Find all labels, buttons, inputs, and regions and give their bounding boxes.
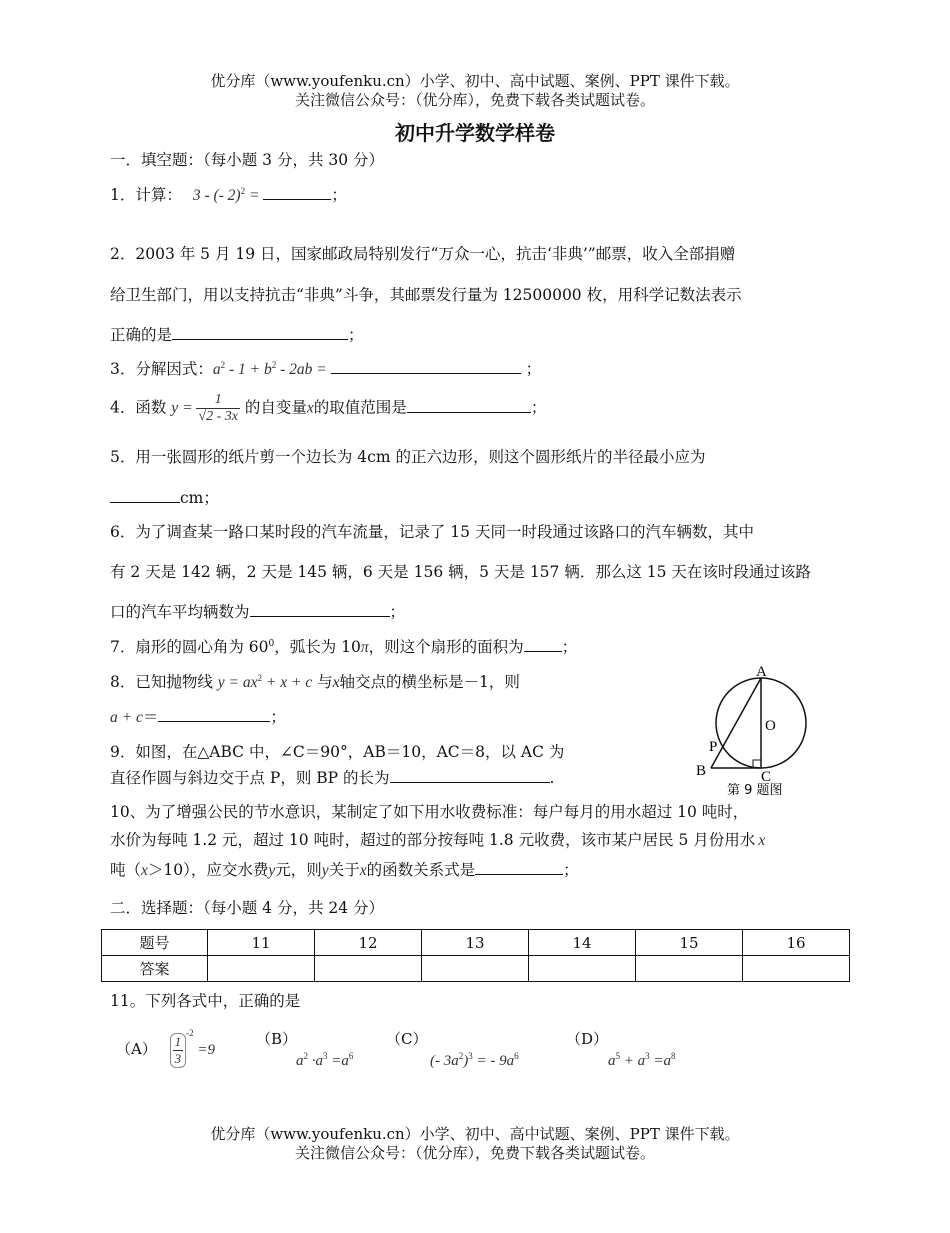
q7-text-b: ，弧长为 10 (274, 638, 361, 656)
option-d (566, 1028, 676, 1070)
option-c-e2: 3 (468, 1051, 473, 1061)
q6-text: 口的汽车平均辆数为 (110, 603, 250, 621)
option-d-e3: 8 (671, 1051, 676, 1061)
question-6-line-1: 6．为了调查某一路口某时段的汽车流量，记录了 15 天同一时段通过该路口的汽车辆数，其中 (110, 523, 754, 541)
q8-answer-blank[interactable] (158, 707, 270, 722)
option-a-numerator: 1 (174, 1033, 182, 1049)
footer-line-2: 关注微信公众号：（优分库），免费下载各类试题试卷。 (294, 1144, 655, 1162)
q4-end: ； (530, 398, 547, 417)
option-b-e3: 6 (348, 1051, 354, 1061)
q9-figure (690, 660, 810, 800)
q4-denominator: √2 - 3x (198, 409, 238, 424)
q1-prefix: 1．计算： (110, 186, 182, 204)
q8-text-b: 与 (312, 673, 333, 691)
option-d-eq: =a (649, 1053, 671, 1069)
question-11: 11。下列各式中，正确的是 (110, 992, 301, 1010)
option-d-e2: 3 (645, 1051, 650, 1061)
table-answer-label: 答案 (102, 956, 208, 982)
header-line-2: 关注微信公众号：（优分库），免费下载各类试题试卷。 (294, 91, 655, 109)
q7-answer-blank[interactable] (524, 637, 562, 652)
question-2-line-2: 给卫生部门，用以支持抗击“非典”斗争，其邮票发行量为 12500000 枚，用科学记数法表示 (110, 286, 742, 304)
q8-expr2: + x + c (262, 674, 313, 691)
q4-fraction (196, 392, 240, 425)
option-b (256, 1028, 353, 1070)
footer-line-1: 优分库（www.youfenku.cn）小学、初中、高中试题、案例、PPT 课件下载。 (210, 1125, 740, 1143)
q4-prefix: 4．函数 (110, 398, 172, 417)
q3-ab: ab (296, 361, 313, 378)
question-5-line-2 (110, 486, 219, 508)
q3-mid2: - 2 (276, 361, 297, 378)
table-header-cell: 16 (743, 930, 850, 956)
q3-end: ； (520, 360, 542, 378)
option-c-math (430, 1051, 519, 1070)
question-9-line-1: 9．如图，在△ABC 中，∠C＝90°，AB＝10，AC＝8，以 AC 为 (110, 743, 565, 761)
q8-end: ； (270, 708, 286, 726)
q4-mid: 的自变量 (239, 398, 307, 417)
q1-expr: 3 - (- 2) (192, 187, 241, 204)
q10-text-d: 关于 (328, 861, 360, 879)
question-10-line-2 (110, 828, 765, 850)
q1-answer-blank[interactable] (263, 185, 331, 200)
q8-equals: ＝ (142, 708, 159, 726)
question-9-line-2 (110, 766, 554, 788)
page-title: 初中升学数学样卷 (395, 121, 555, 145)
q2-end: ； (348, 326, 364, 344)
answer-cell-13[interactable] (422, 956, 529, 982)
q3-answer-blank[interactable] (331, 359, 521, 374)
q7-text-c: ，则这个扇形的面积为 (368, 638, 524, 656)
option-d-a: a (608, 1053, 616, 1069)
q4-numerator: 1 (196, 392, 240, 409)
q1-exponent: 2 (240, 185, 246, 196)
option-c-base: (- 3a (430, 1053, 459, 1069)
q1-end: ； (331, 186, 347, 204)
answer-table-header-row (102, 930, 850, 956)
q5-answer-blank[interactable] (110, 488, 180, 503)
question-3 (110, 357, 541, 379)
q4-tail: 的取值范围是 (313, 398, 407, 417)
answer-cell-12[interactable] (315, 956, 422, 982)
question-7 (110, 635, 577, 657)
q8-exponent: 2 (257, 672, 263, 683)
option-c-close: ) (463, 1053, 469, 1069)
answer-cell-11[interactable] (208, 956, 315, 982)
q1-equals: = (245, 187, 264, 204)
q10-text-e: 的函数关系式是 (366, 861, 476, 879)
answer-cell-14[interactable] (529, 956, 636, 982)
answer-cell-16[interactable] (743, 956, 850, 982)
option-b-label: （B） (256, 1030, 298, 1048)
q10-text-b: ＞10），应交水费 (147, 861, 269, 879)
answer-cell-15[interactable] (636, 956, 743, 982)
question-8-line-1 (110, 670, 520, 692)
option-a-result: =9 (193, 1042, 215, 1058)
option-d-label: （D） (566, 1030, 609, 1048)
option-c (386, 1028, 519, 1070)
q9-label-o: O (765, 718, 776, 734)
question-5-line-1: 5．用一张圆形的纸片剪一个边长为 4cm 的正六边形，则这个圆形纸片的半径最小应为 (110, 448, 706, 466)
q10-end: ； (563, 861, 579, 879)
q6-answer-blank[interactable] (250, 602, 390, 617)
option-b-e1: 2 (303, 1051, 308, 1061)
q9-caption: 第 9 题图 (727, 783, 783, 798)
question-2-line-1: 2．2003 年 5 月 19 日，国家邮政局特别发行“万众一心，抗击‘非典’”邮票，收入全部捐赠 (110, 245, 736, 263)
question-10-line-1: 10、为了增强公民的节水意识，某制定了如下用水收费标准：每户每月的用水超过 10 吨时， (110, 803, 749, 821)
q3-a: a (212, 361, 221, 378)
question-1 (110, 183, 347, 205)
q1-math (193, 187, 264, 204)
option-b-mid: ·a (308, 1053, 323, 1069)
q8-math (218, 674, 312, 691)
q9-text: 直径作圆与斜边交于点 P，则 BP 的长为 (110, 769, 390, 787)
q10-y-2: y (321, 862, 329, 879)
q8-x: x (332, 674, 340, 691)
question-10-line-3 (110, 858, 579, 880)
option-a-exponent: -2 (186, 1028, 194, 1038)
q9-label-b: B (696, 763, 707, 779)
q7-pi: π (360, 639, 369, 656)
question-8-line-2 (110, 705, 286, 727)
option-a-label: （A） (116, 1040, 157, 1058)
question-4 (110, 392, 546, 425)
q10-x-2: x (141, 862, 148, 879)
q8-a-plus-c: a + c (110, 709, 143, 726)
option-b-e2: 3 (323, 1051, 328, 1061)
table-header-cell: 12 (315, 930, 422, 956)
option-a-fraction (173, 1034, 184, 1067)
option-c-eq: = - 9a (472, 1053, 515, 1069)
q4-y: y (171, 399, 179, 417)
q9-answer-blank[interactable] (390, 768, 550, 783)
header-line-1: 优分库（www.youfenku.cn）小学、初中、高中试题、案例、PPT 课件下载。 (210, 72, 740, 90)
option-c-label: （C） (386, 1030, 428, 1048)
q2-text: 正确的是 (110, 326, 173, 344)
q10-x-3: x (359, 862, 367, 879)
table-header-cell: 13 (422, 930, 529, 956)
question-2-line-3 (110, 323, 364, 345)
section-1-heading: 一．填空题：（每小题 3 分，共 30 分） (110, 151, 385, 169)
q4-equals: = (178, 399, 197, 417)
q9-label-p: P (709, 739, 718, 755)
q3-b: b (264, 361, 272, 378)
option-b-eq: =a (327, 1053, 349, 1069)
option-c-e3: 6 (514, 1051, 519, 1061)
option-b-math (296, 1051, 353, 1070)
q8-text-c: 轴交点的横坐标是－1，则 (339, 673, 520, 691)
q3-prefix: 3．分解因式： (110, 360, 213, 378)
q3-b-exp: 2 (271, 359, 277, 370)
question-6-line-3 (110, 600, 405, 622)
q7-end: ； (561, 638, 578, 656)
q9-label-c: C (761, 769, 772, 785)
q10-text-c: 元，则 (275, 861, 322, 879)
q4-answer-blank[interactable] (407, 398, 531, 413)
q3-equals: = (312, 361, 331, 378)
q9-end: . (549, 769, 555, 787)
option-d-e1: 5 (615, 1051, 620, 1061)
q10-text: 水价为每吨 1.2 元，超过 10 吨时，超过的部分按每吨 1.8 元收费，该市某户居民 5 月份用水 (110, 831, 756, 849)
table-header-cell: 15 (636, 930, 743, 956)
q10-text-a: 吨（ (110, 861, 142, 879)
q10-y: y (268, 862, 276, 879)
q3-mid1: - 1 + (225, 361, 264, 378)
q7-degree: 0 (268, 638, 275, 649)
question-6-line-2: 有 2 天是 142 辆，2 天是 145 辆，6 天是 156 辆，5 天是 157 辆．那么这 15 天在该时段通过该路 (110, 563, 811, 581)
table-header-cell: 题号 (102, 930, 208, 956)
table-header-cell: 14 (529, 930, 636, 956)
q8-expr: y = ax (217, 674, 258, 691)
q4-x: x (306, 399, 314, 417)
q9-segment-ab (711, 678, 761, 768)
q9-label-a: A (756, 664, 767, 680)
q7-text-a: 7．扇形的圆心角为 60 (110, 638, 269, 656)
answer-table-answer-row (102, 956, 850, 982)
q2-answer-blank[interactable] (172, 325, 348, 340)
q5-unit: cm； (180, 489, 219, 507)
q10-answer-blank[interactable] (475, 860, 563, 875)
q10-x: x (758, 832, 766, 849)
option-d-mid: + a (620, 1053, 646, 1069)
option-a-paren (170, 1033, 187, 1068)
q6-end: ； (389, 603, 406, 621)
option-b-a: a (296, 1053, 304, 1069)
option-a (116, 1028, 215, 1068)
option-d-math (608, 1051, 676, 1070)
answer-table (101, 929, 850, 982)
q8-text-a: 8．已知抛物线 (110, 673, 218, 691)
q3-a-exp: 2 (220, 359, 226, 370)
q3-math (213, 361, 331, 378)
option-a-denominator: 3 (174, 1050, 182, 1066)
option-c-e1: 2 (458, 1051, 464, 1061)
section-2-heading: 二．选择题：（每小题 4 分，共 24 分） (110, 899, 385, 917)
table-header-cell: 11 (208, 930, 315, 956)
